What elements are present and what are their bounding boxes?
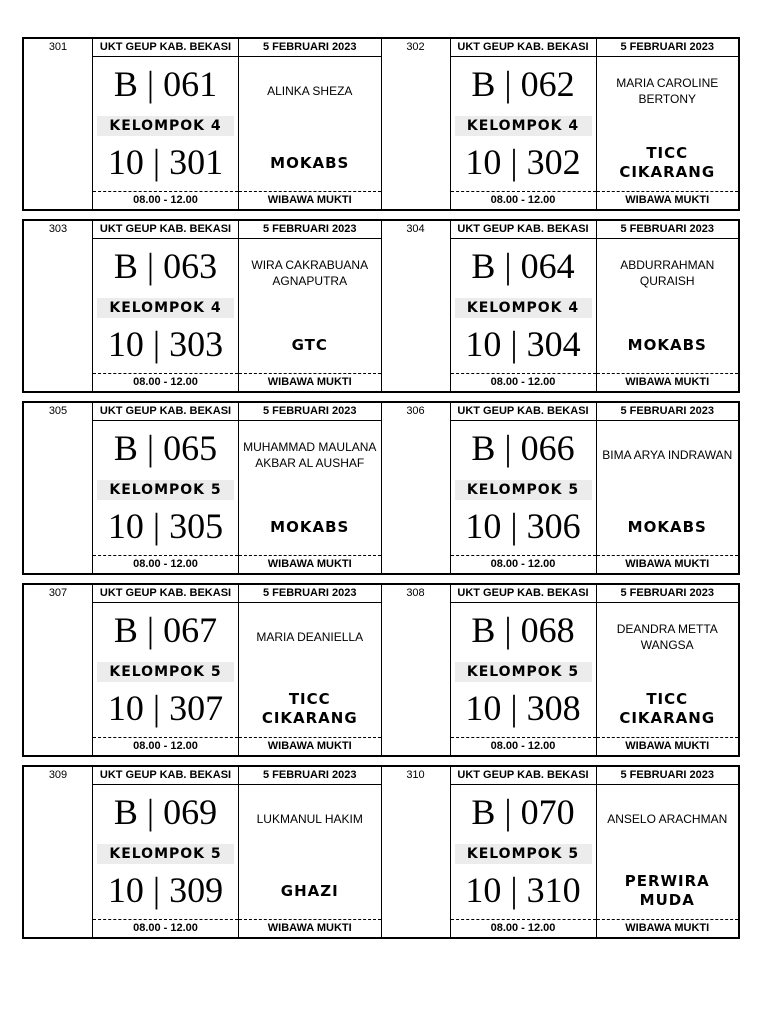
group-label: KELOMPOK 5 (455, 662, 592, 682)
event-date: 5 FEBRUARI 2023 (239, 585, 381, 603)
participant-number: 10 | 302 (465, 142, 581, 182)
seat-column (382, 767, 451, 937)
club-name: TICC CIKARANG (619, 144, 716, 181)
group-label: KELOMPOK 5 (455, 480, 592, 500)
venue-label: WIBAWA MUKTI (239, 919, 381, 937)
participant-card (24, 767, 381, 937)
participant-name: MUHAMMAD MAULANA AKBAR AL AUSHAF (243, 440, 377, 470)
venue-label: WIBAWA MUKTI (239, 737, 381, 755)
group-label: KELOMPOK 5 (97, 844, 234, 864)
participant-card (24, 39, 381, 209)
info-column (597, 39, 739, 209)
info-column (597, 767, 739, 937)
card-sheet (22, 37, 740, 947)
club-name: TICC CIKARANG (619, 690, 716, 727)
group-label: KELOMPOK 4 (97, 116, 234, 136)
participant-name: WIRA CAKRABUANA AGNAPUTRA (251, 258, 369, 288)
venue-label: WIBAWA MUKTI (597, 737, 739, 755)
event-date: 5 FEBRUARI 2023 (239, 221, 381, 239)
participant-card (24, 585, 381, 755)
participant-code: B | 064 (471, 246, 575, 286)
event-title: UKT GEUP KAB. BEKASI (451, 767, 596, 785)
info-column (239, 585, 381, 755)
group-label: KELOMPOK 4 (97, 298, 234, 318)
club-name: MOKABS (270, 153, 350, 172)
seat-column (24, 39, 93, 209)
participant-number: 10 | 310 (465, 870, 581, 910)
info-column (239, 403, 381, 573)
event-date: 5 FEBRUARI 2023 (597, 39, 739, 57)
venue-label: WIBAWA MUKTI (239, 373, 381, 391)
event-date: 5 FEBRUARI 2023 (597, 221, 739, 239)
participant-code: B | 067 (113, 610, 218, 650)
event-date: 5 FEBRUARI 2023 (597, 767, 739, 785)
participant-number: 10 | 308 (465, 688, 581, 728)
code-column (451, 39, 597, 209)
participant-name: ANSELO ARACHMAN (607, 812, 728, 826)
event-date: 5 FEBRUARI 2023 (239, 39, 381, 57)
group-label: KELOMPOK 4 (455, 116, 592, 136)
participant-number: 10 | 301 (107, 142, 224, 182)
event-title: UKT GEUP KAB. BEKASI (451, 221, 596, 239)
time-label: 08.00 - 12.00 (451, 555, 596, 573)
seat-column (382, 39, 451, 209)
time-label: 08.00 - 12.00 (451, 919, 596, 937)
time-label: 08.00 - 12.00 (93, 737, 238, 755)
card-row (22, 765, 740, 939)
club-name: GTC (291, 335, 328, 354)
club-name: MOKABS (627, 517, 707, 536)
seat-number: 310 (406, 769, 425, 781)
venue-label: WIBAWA MUKTI (597, 191, 739, 209)
seat-column (24, 767, 93, 937)
club-name: MOKABS (270, 517, 350, 536)
participant-number: 10 | 304 (465, 324, 581, 364)
participant-card (381, 767, 739, 937)
seat-number: 303 (48, 223, 68, 235)
code-column (93, 221, 239, 391)
seat-column (24, 403, 93, 573)
event-title: UKT GEUP KAB. BEKASI (451, 39, 596, 57)
info-column (597, 585, 739, 755)
event-title: UKT GEUP KAB. BEKASI (93, 403, 238, 421)
time-label: 08.00 - 12.00 (93, 373, 238, 391)
participant-code: B | 063 (113, 246, 218, 286)
time-label: 08.00 - 12.00 (93, 919, 238, 937)
venue-label: WIBAWA MUKTI (597, 919, 739, 937)
club-name: PERWIRA MUDA (624, 872, 710, 909)
card-row (22, 37, 740, 211)
participant-number: 10 | 307 (107, 688, 224, 728)
code-column (451, 221, 597, 391)
participant-card (381, 403, 739, 573)
club-name: GHAZI (280, 881, 339, 900)
event-date: 5 FEBRUARI 2023 (597, 403, 739, 421)
seat-number: 301 (48, 41, 68, 53)
seat-column (24, 585, 93, 755)
card-row (22, 219, 740, 393)
seat-number: 304 (406, 223, 425, 235)
group-label: KELOMPOK 5 (455, 844, 592, 864)
info-column (597, 221, 739, 391)
venue-label: WIBAWA MUKTI (597, 555, 739, 573)
event-title: UKT GEUP KAB. BEKASI (93, 39, 238, 57)
time-label: 08.00 - 12.00 (93, 191, 238, 209)
info-column (239, 221, 381, 391)
participant-name: ALINKA SHEZA (267, 84, 353, 98)
code-column (93, 767, 239, 937)
participant-number: 10 | 303 (107, 324, 224, 364)
participant-code: B | 065 (113, 428, 218, 468)
participant-card (24, 403, 381, 573)
event-title: UKT GEUP KAB. BEKASI (93, 221, 238, 239)
group-label: KELOMPOK 5 (97, 662, 234, 682)
info-column (597, 403, 739, 573)
participant-name: ABDURRAHMAN QURAISH (620, 258, 715, 288)
seat-column (382, 221, 451, 391)
code-column (93, 403, 239, 573)
group-label: KELOMPOK 4 (455, 298, 592, 318)
participant-name: DEANDRA METTA WANGSA (616, 622, 718, 652)
time-label: 08.00 - 12.00 (451, 191, 596, 209)
event-title: UKT GEUP KAB. BEKASI (93, 767, 238, 785)
participant-card (24, 221, 381, 391)
event-title: UKT GEUP KAB. BEKASI (451, 585, 596, 603)
venue-label: WIBAWA MUKTI (597, 373, 739, 391)
code-column (93, 39, 239, 209)
code-column (93, 585, 239, 755)
venue-label: WIBAWA MUKTI (239, 191, 381, 209)
code-column (451, 585, 597, 755)
seat-number: 308 (406, 587, 425, 599)
event-title: UKT GEUP KAB. BEKASI (451, 403, 596, 421)
club-name: TICC CIKARANG (261, 690, 358, 727)
participant-name: MARIA DEANIELLA (256, 630, 364, 644)
time-label: 08.00 - 12.00 (93, 555, 238, 573)
participant-name: BIMA ARYA INDRAWAN (602, 448, 733, 462)
participant-card (381, 585, 739, 755)
participant-code: B | 068 (471, 610, 575, 650)
group-label: KELOMPOK 5 (97, 480, 234, 500)
time-label: 08.00 - 12.00 (451, 373, 596, 391)
seat-number: 307 (48, 587, 68, 599)
info-column (239, 767, 381, 937)
seat-column (382, 585, 451, 755)
seat-number: 309 (48, 769, 68, 781)
participant-code: B | 070 (471, 792, 575, 832)
seat-number: 302 (406, 41, 425, 53)
code-column (451, 767, 597, 937)
participant-code: B | 066 (471, 428, 575, 468)
participant-code: B | 061 (113, 64, 218, 104)
seat-number: 306 (406, 405, 425, 417)
code-column (451, 403, 597, 573)
event-title: UKT GEUP KAB. BEKASI (93, 585, 238, 603)
info-column (239, 39, 381, 209)
time-label: 08.00 - 12.00 (451, 737, 596, 755)
participant-number: 10 | 309 (107, 870, 224, 910)
card-row (22, 401, 740, 575)
venue-label: WIBAWA MUKTI (239, 555, 381, 573)
card-row (22, 583, 740, 757)
participant-card (381, 221, 739, 391)
event-date: 5 FEBRUARI 2023 (239, 767, 381, 785)
participant-number: 10 | 305 (107, 506, 224, 546)
club-name: MOKABS (627, 335, 707, 354)
participant-code: B | 062 (471, 64, 575, 104)
participant-name: MARIA CAROLINE BERTONY (616, 76, 719, 106)
participant-number: 10 | 306 (465, 506, 581, 546)
participant-code: B | 069 (113, 792, 218, 832)
seat-column (382, 403, 451, 573)
event-date: 5 FEBRUARI 2023 (239, 403, 381, 421)
seat-number: 305 (48, 405, 68, 417)
seat-column (24, 221, 93, 391)
participant-card (381, 39, 739, 209)
participant-name: LUKMANUL HAKIM (256, 812, 363, 826)
event-date: 5 FEBRUARI 2023 (597, 585, 739, 603)
